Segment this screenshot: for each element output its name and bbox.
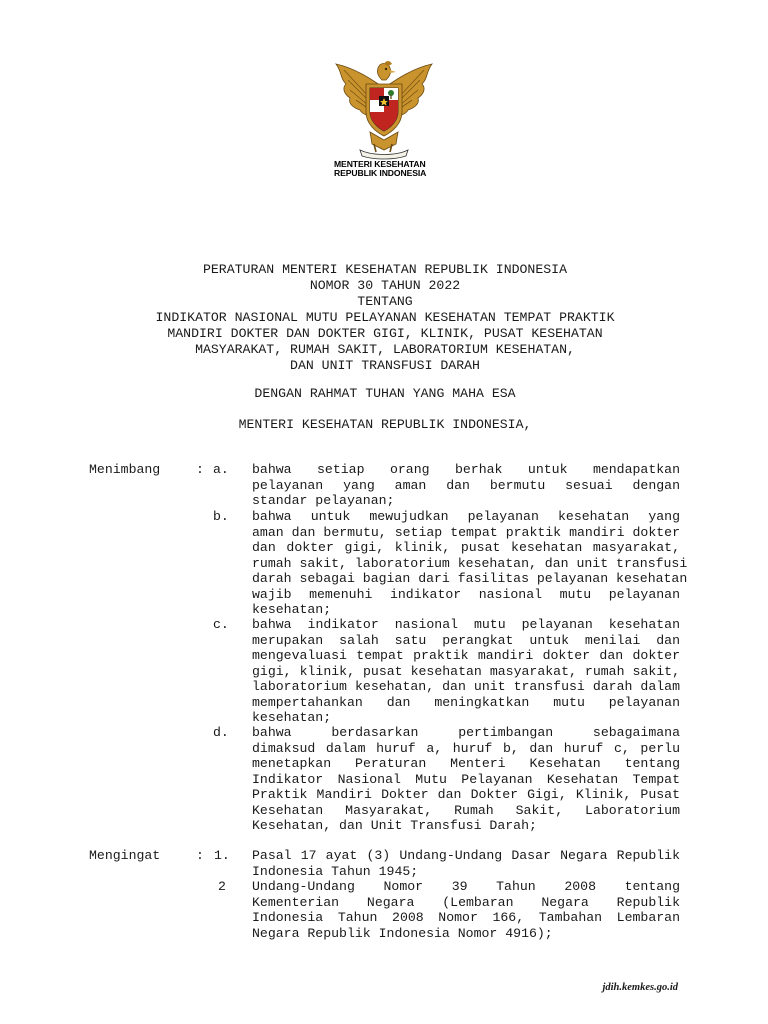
title-line-1: PERATURAN MENTERI KESEHATAN REPUBLIK INDONESIA bbox=[202, 262, 568, 277]
garuda-emblem-icon bbox=[330, 58, 438, 160]
text-line: Undang-Undang Nomor 39 Tahun 2008 tentang bbox=[252, 879, 680, 894]
text-line: Praktik Mandiri Dokter dan Dokter Gigi, Klinik, Pusat bbox=[252, 787, 680, 802]
blessing-line: DENGAN RAHMAT TUHAN YANG MAHA ESA bbox=[254, 386, 516, 401]
text-line: Kesehatan, dan Unit Transfusi Darah; bbox=[252, 818, 537, 833]
text-line: kesehatan; bbox=[252, 710, 332, 725]
text-line: wajib memenuhi indikator nasional mutu pelayanan bbox=[252, 586, 680, 602]
menimbang-item-d bbox=[252, 725, 680, 834]
title-line-2: NOMOR 30 TAHUN 2022 bbox=[309, 278, 461, 293]
title-line-6: MASYARAKAT, RUMAH SAKIT, LABORATORIUM KESEHATAN, bbox=[195, 342, 575, 357]
menimbang-colon: : bbox=[196, 462, 204, 477]
mengingat-marker-1: 1. bbox=[214, 848, 230, 863]
mengingat-marker-2: 2 bbox=[218, 879, 226, 894]
text-line: dan dokter gigi, klinik, pusat kesehatan masyarakat, bbox=[252, 540, 680, 555]
menimbang-item-c bbox=[252, 617, 680, 726]
menimbang-marker-b: b. bbox=[213, 509, 229, 524]
text-line: laboratorium kesehatan, dan unit transfusi darah dalam bbox=[252, 679, 680, 694]
text-line: bahwa indikator nasional mutu pelayanan kesehatan bbox=[252, 617, 680, 632]
text-line: Kementerian Negara (Lembaran Negara Republik bbox=[252, 894, 680, 910]
text-line: Pasal 17 ayat (3) Undang-Undang Dasar Negara Republik bbox=[252, 848, 680, 863]
text-line: bahwa berdasarkan pertimbangan sebagaimana bbox=[252, 725, 680, 740]
mengingat-item-1 bbox=[252, 848, 680, 879]
text-line: menetapkan Peraturan Menteri Kesehatan tentang bbox=[252, 756, 680, 771]
mengingat-colon: : bbox=[196, 848, 204, 863]
text-line: Indonesia Tahun 2008 Nomor 166, Tambahan Lembaran bbox=[252, 910, 680, 925]
menimbang-item-b bbox=[252, 509, 688, 618]
text-line: standar pelayanan; bbox=[252, 493, 395, 508]
menimbang-label: Menimbang bbox=[89, 462, 161, 477]
regulation-title bbox=[60, 262, 710, 374]
source-link[interactable]: jdih.kemkes.go.id bbox=[602, 982, 678, 993]
menimbang-marker-c: c. bbox=[213, 617, 229, 632]
text-line: darah sebagai bagian dari fasilitas pelayanan kesehatan bbox=[252, 571, 688, 586]
text-line: gigi, klinik, pusat kesehatan masyarakat, rumah sakit, bbox=[252, 663, 680, 679]
text-line: bahwa untuk mewujudkan pelayanan kesehatan yang bbox=[252, 509, 680, 524]
ministry-line-1: MENTERI KESEHATAN bbox=[334, 159, 426, 169]
text-line: mengevaluasi tempat praktik mandiri dokter dan dokter bbox=[252, 648, 680, 663]
text-line: Indikator Nasional Mutu Pelayanan Kesehatan Tempat bbox=[252, 771, 680, 787]
menimbang-marker-d: d. bbox=[213, 725, 229, 740]
title-line-7: DAN UNIT TRANSFUSI DARAH bbox=[290, 358, 480, 373]
text-line: dimaksud dalam huruf a, huruf b, dan huruf c, perlu bbox=[252, 740, 680, 756]
text-line: pelayanan yang aman dan bermutu sesuai dengan bbox=[252, 477, 680, 493]
text-line: Kesehatan Masyarakat, Rumah Sakit, Laboratorium bbox=[252, 802, 680, 818]
text-line: aman dan bermutu, setiap tempat praktik mandiri dokter bbox=[252, 524, 680, 540]
text-line: kesehatan; bbox=[252, 602, 332, 617]
mengingat-item-2 bbox=[252, 879, 680, 941]
ministry-line-2: REPUBLIK INDONESIA bbox=[334, 168, 427, 178]
title-line-5: MANDIRI DOKTER DAN DOKTER GIGI, KLINIK, PUSAT KESEHATAN bbox=[167, 326, 603, 341]
menimbang-marker-a: a. bbox=[213, 462, 229, 477]
minister-line: MENTERI KESEHATAN REPUBLIK INDONESIA, bbox=[238, 417, 532, 432]
text-line: Negara Republik Indonesia Nomor 4916); bbox=[252, 925, 553, 941]
title-line-3: TENTANG bbox=[357, 294, 413, 309]
mengingat-label: Mengingat bbox=[89, 848, 161, 863]
text-line: mempertahankan dan meningkatkan mutu pelayanan bbox=[252, 694, 680, 710]
text-line: rumah sakit, laboratorium kesehatan, dan unit transfusi bbox=[252, 555, 688, 571]
text-line: Indonesia Tahun 1945; bbox=[252, 863, 419, 879]
text-line: merupakan salah satu perangkat untuk menilai dan bbox=[252, 632, 680, 648]
menimbang-item-a bbox=[252, 462, 680, 509]
title-line-4: INDIKATOR NASIONAL MUTU PELAYANAN KESEHATAN TEMPAT PRAKTIK bbox=[155, 310, 615, 325]
ministry-letterhead bbox=[334, 160, 454, 178]
text-line: bahwa setiap orang berhak untuk mendapatkan bbox=[252, 462, 680, 477]
